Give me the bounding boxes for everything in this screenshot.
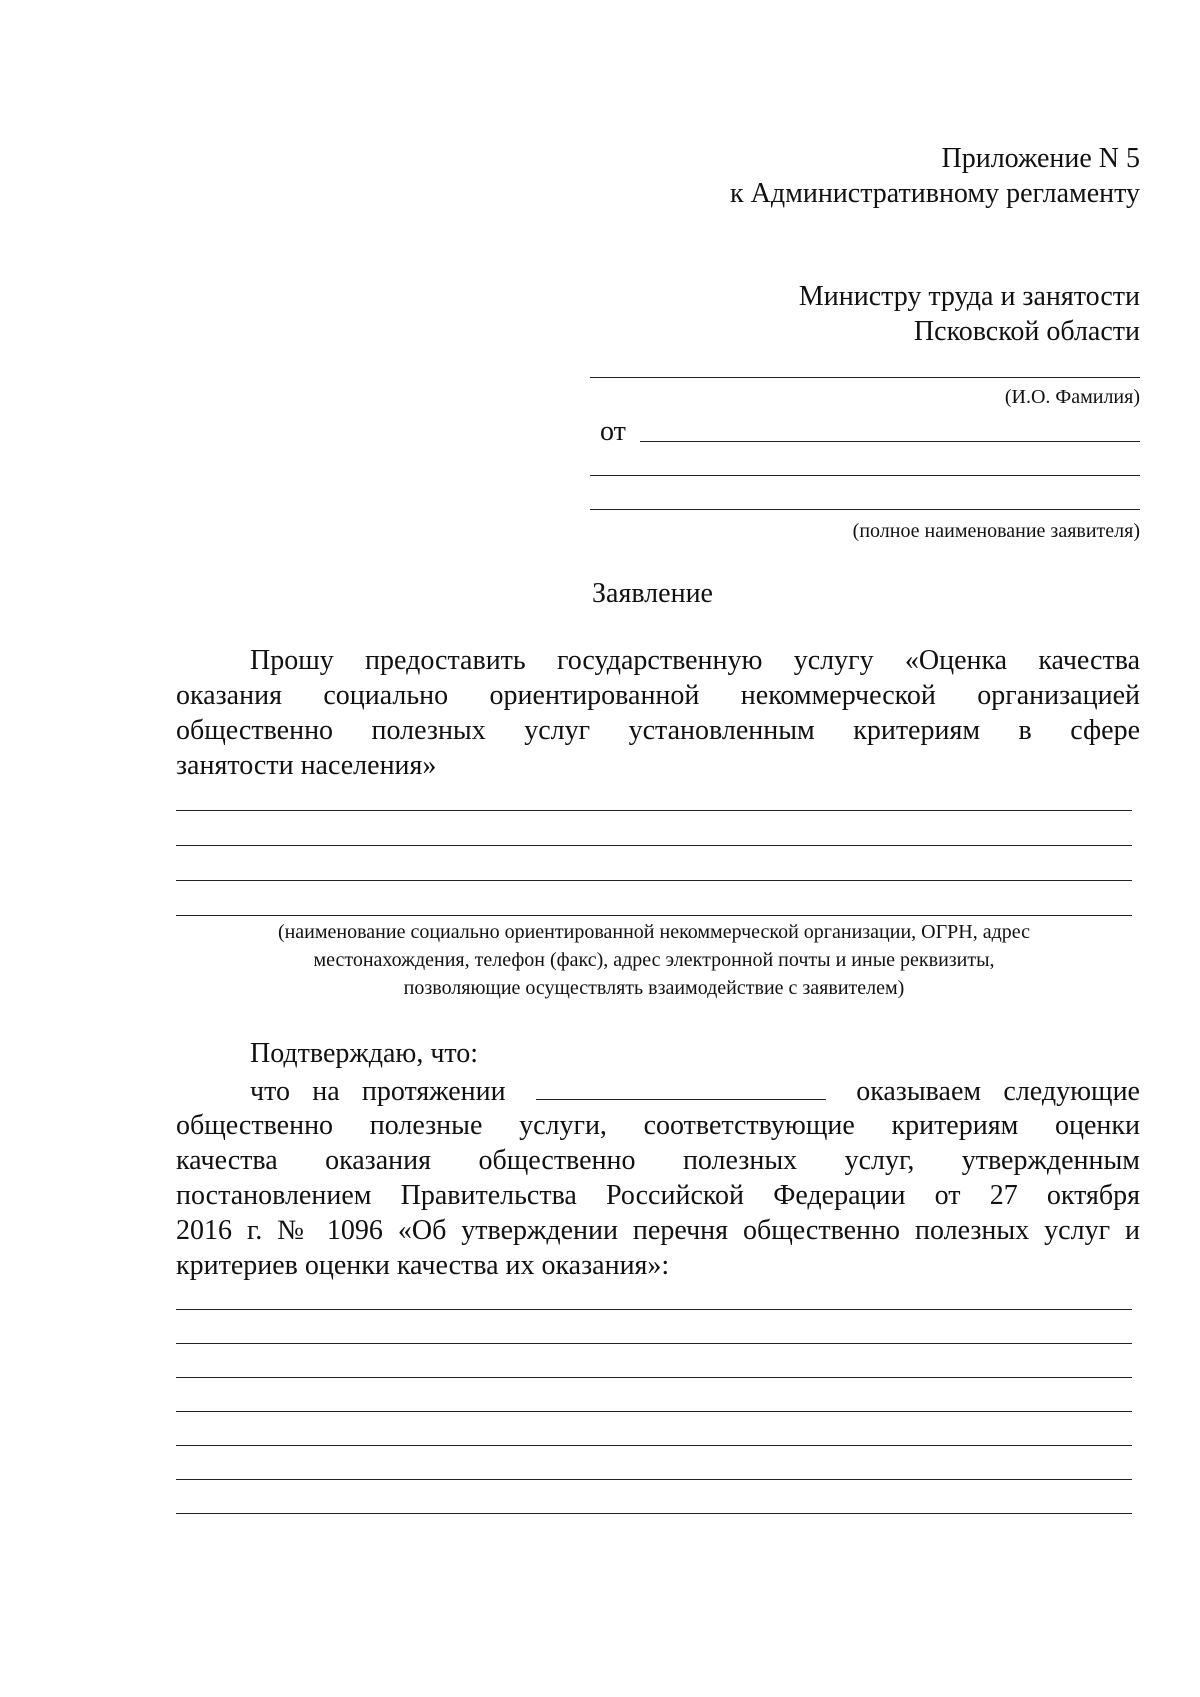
confirm-heading: Подтверждаю, что: bbox=[250, 1038, 479, 1069]
org-blank-2 bbox=[176, 845, 1132, 846]
org-blank-1 bbox=[176, 810, 1132, 811]
name-caption: (И.О. Фамилия) bbox=[1004, 386, 1140, 408]
addressee-line-2: Псковской области bbox=[913, 316, 1140, 347]
org-caption-line-3: позволяющие осуществлять взаимодействие с заявителем) bbox=[403, 977, 905, 999]
org-caption-line-2: местонахождения, телефон (факс), адрес электронной почты и иные реквизиты, bbox=[313, 949, 995, 971]
confirm-line-1 bbox=[250, 1077, 1140, 1106]
confirm-line-5: 2016 г. № 1096 «Об утверждении перечня общественно полезных услуг и bbox=[176, 1215, 1140, 1246]
confirm-line-1-start: что на протяжении bbox=[250, 1076, 506, 1107]
from-label: от bbox=[600, 416, 626, 447]
services-blank-1 bbox=[176, 1309, 1132, 1310]
request-line-4: занятости населения» bbox=[176, 750, 437, 781]
applicant-blank-2 bbox=[590, 475, 1140, 476]
confirm-line-6: критериев оценки качества их оказания»: bbox=[176, 1250, 670, 1281]
confirm-line-3: качества оказания общественно полезных услуг, утвержденным bbox=[176, 1145, 1140, 1176]
services-blank-2 bbox=[176, 1343, 1132, 1344]
appendix-reference: к Административному регламенту bbox=[730, 178, 1140, 209]
applicant-blank-1 bbox=[640, 441, 1140, 442]
services-blank-7 bbox=[176, 1513, 1132, 1514]
confirm-line-1-end: оказываем следующие bbox=[856, 1076, 1140, 1107]
request-line-2: оказания социально ориентированной некоммерческой организацией bbox=[176, 680, 1140, 711]
request-line-1: Прошу предоставить государственную услугу «Оценка качества bbox=[250, 645, 1140, 676]
confirm-line-2: общественно полезные услуги, соответствующие критериям оценки bbox=[176, 1110, 1140, 1141]
services-blank-3 bbox=[176, 1377, 1132, 1378]
services-blank-5 bbox=[176, 1445, 1132, 1446]
services-blank-6 bbox=[176, 1479, 1132, 1480]
applicant-caption: (полное наименование заявителя) bbox=[852, 520, 1140, 542]
request-line-3: общественно полезных услуг установленным критериям в сфере bbox=[176, 715, 1140, 746]
period-blank bbox=[536, 1077, 826, 1100]
org-blank-4 bbox=[176, 915, 1132, 916]
applicant-blank-3 bbox=[590, 509, 1140, 510]
org-caption-line-1: (наименование социально ориентированной некоммерческой организации, ОГРН, адрес bbox=[277, 921, 1031, 943]
addressee-name-blank bbox=[590, 377, 1140, 378]
confirm-line-4: постановлением Правительства Российской Федерации от 27 октября bbox=[176, 1180, 1140, 1211]
org-blank-3 bbox=[176, 880, 1132, 881]
document-title: Заявление bbox=[592, 578, 713, 609]
services-blank-4 bbox=[176, 1411, 1132, 1412]
appendix-number: Приложение N 5 bbox=[941, 143, 1140, 174]
addressee-line-1: Министру труда и занятости bbox=[798, 281, 1140, 312]
